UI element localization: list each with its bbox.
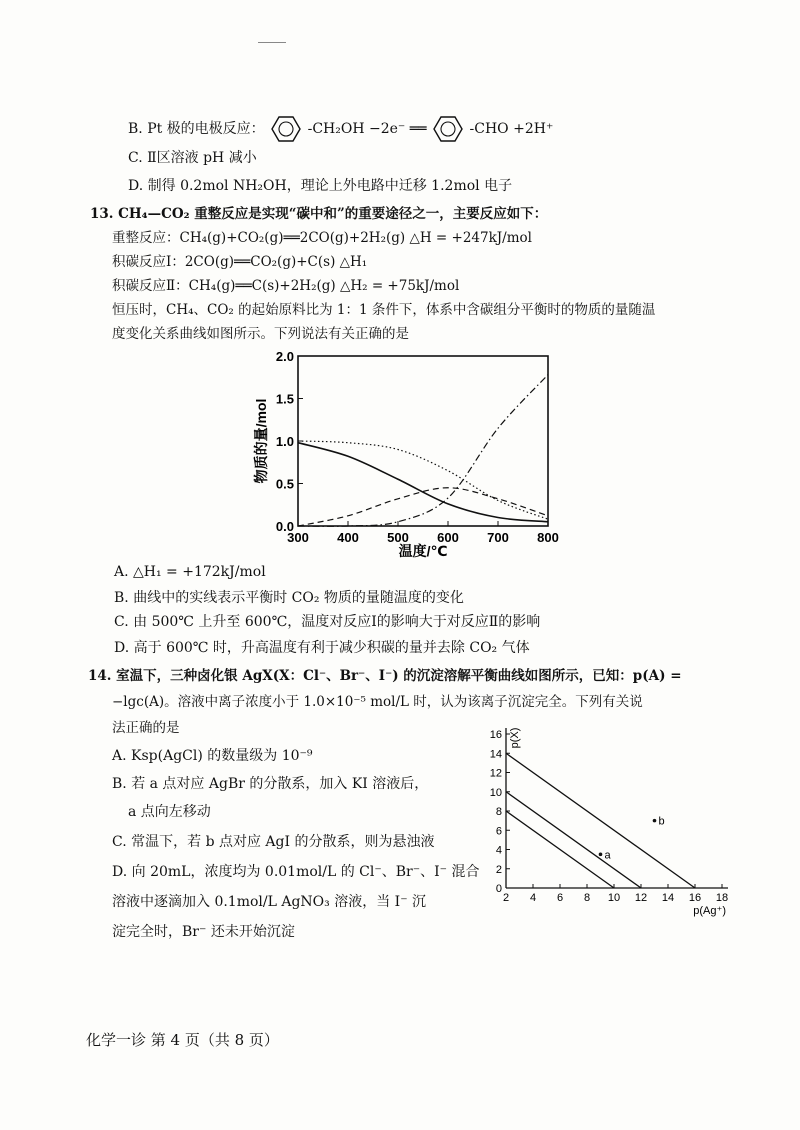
- y-tick-label: 1.0: [275, 434, 294, 449]
- y-tick-label: 8: [495, 806, 502, 818]
- solubility-chart: [470, 722, 740, 922]
- series-line-dashed: [298, 488, 548, 526]
- q14-option-b-2: a 点向左移动: [128, 804, 211, 820]
- plot-frame: [298, 356, 548, 526]
- q13-option-d: D. 高于 600℃ 时，升高温度有利于减少积碳的量并去除 CO₂ 气体: [114, 640, 530, 656]
- x-tick-label: 8: [583, 892, 591, 904]
- x-tick-label: 12: [634, 892, 648, 904]
- point-a: [599, 853, 603, 857]
- x-tick-label: 2: [502, 892, 510, 904]
- q14-stem-1: 14. 室温下，三种卤化银 AgX(X：Cl⁻、Br⁻、I⁻) 的沉淀溶解平衡曲线如图所示，已知：p(A) =: [88, 668, 682, 684]
- q14-option-c: C. 常温下，若 b 点对应 AgI 的分散系，则为悬浊液: [112, 834, 435, 850]
- series-line-line2: [506, 792, 641, 888]
- q14-option-a: A. Ksp(AgCl) 的数量级为 10⁻⁹: [112, 748, 313, 764]
- x-tick-label: 4: [529, 892, 537, 904]
- q12-option-b: B. Pt 极的电极反应： -CH₂OH −2e⁻ ══ -CHO +2H⁺: [128, 114, 553, 144]
- x-tick-label: 800: [537, 530, 559, 545]
- y-axis-label: 物质的量/mol: [253, 398, 269, 484]
- series-line-solid: [298, 443, 548, 522]
- x-axis-label: 温度/℃: [398, 543, 448, 559]
- y-tick-label: 4: [495, 844, 502, 857]
- x-tick-label: 6: [556, 892, 564, 904]
- page-footer: 化学一诊 第 4 页（共 8 页）: [86, 1031, 279, 1049]
- point-label-b: b: [658, 815, 665, 828]
- y-tick-label: 10: [489, 786, 502, 799]
- q13-option-b: B. 曲线中的实线表示平衡时 CO₂ 物质的量随温度的变化: [114, 590, 464, 606]
- x-tick-label: 500: [387, 530, 409, 545]
- point-label-a: a: [604, 849, 611, 862]
- x-tick-label: 400: [337, 530, 359, 545]
- y-tick-label: 1.5: [275, 391, 294, 407]
- x-tick-label: 16: [688, 892, 702, 904]
- q14-option-d-2: 溶液中逐滴加入 0.1mol/L AgNO₃ 溶液，当 I⁻ 沉: [112, 894, 427, 910]
- benzene-ring-icon: [431, 114, 465, 144]
- q13-reaction-reforming: 重整反应：CH₄(g)+CO₂(g)══2CO(g)+2H₂(g) △H = +247kJ/mol: [112, 230, 532, 246]
- y-tick-label: 0.0: [275, 519, 294, 534]
- y-tick-label: 0: [495, 883, 502, 895]
- q13-stem: 13. CH₄—CO₂ 重整反应是实现“碳中和”的重要途径之一，主要反应如下：: [90, 206, 548, 222]
- point-b: [653, 819, 657, 823]
- x-tick-label: 300: [287, 530, 309, 545]
- y-tick-label: 12: [489, 767, 502, 780]
- series-line-line1: [506, 753, 695, 888]
- y-tick-label: 14: [489, 748, 502, 761]
- q14-option-b-1: B. 若 a 点对应 AgBr 的分散系，加入 KI 溶液后，: [112, 776, 429, 792]
- q14-stem-2: −lgc(A)。溶液中离子浓度小于 1.0×10⁻⁵ mol/L 时，认为该离子沉淀完全。下列有关说: [112, 694, 643, 710]
- x-axis-label: p(Ag⁺): [693, 905, 726, 917]
- y-tick-label: 16: [489, 729, 502, 741]
- x-tick-label: 700: [487, 530, 509, 545]
- q13-description-2: 度变化关系曲线如图所示。下列说法有关正确的是: [112, 326, 409, 342]
- q13-option-a: A. △H₁ = +172kJ/mol: [114, 564, 266, 580]
- y-axis-label: p(X): [509, 727, 521, 749]
- y-tick-label: 0.5: [275, 476, 294, 492]
- x-tick-label: 14: [661, 892, 675, 904]
- y-tick-label: 6: [495, 825, 502, 838]
- q13-description-1: 恒压时，CH₄、CO₂ 的起始原料比为 1：1 条件下，体系中含碳组分平衡时的物质的量随温: [112, 302, 656, 318]
- q14-option-d-1: D. 向 20mL，浓度均为 0.01mol/L 的 Cl⁻、Br⁻、I⁻ 混合: [112, 864, 480, 880]
- y-tick-label: 2.0: [275, 349, 294, 364]
- q14-stem-3: 法正确的是: [112, 720, 180, 736]
- q14-option-d-3: 淀完全时，Br⁻ 还未开始沉淀: [112, 924, 295, 940]
- q13-reaction-carbon-2: 积碳反应Ⅱ：CH₄(g)══C(s)+2H₂(g) △H₂ = +75kJ/mol: [112, 278, 460, 294]
- q13-option-c: C. 由 500℃ 上升至 600℃，温度对反应Ⅰ的影响大于对反应Ⅱ的影响: [114, 614, 541, 630]
- benzene-ring-icon: [269, 114, 303, 144]
- y-tick-label: 2: [495, 863, 502, 876]
- q12-option-d: D. 制得 0.2mol NH₂OH，理论上外电路中迁移 1.2mol 电子: [128, 178, 513, 194]
- x-tick-label: 18: [715, 892, 729, 904]
- q12-option-c: C. Ⅱ区溶液 pH 减小: [128, 150, 257, 166]
- series-line-dash-dot: [298, 375, 548, 527]
- temperature-chart: [244, 342, 574, 560]
- x-tick-label: 10: [607, 892, 621, 904]
- scan-mark: [258, 42, 286, 43]
- x-tick-label: 600: [437, 530, 459, 545]
- q13-reaction-carbon-1: 积碳反应Ⅰ：2CO(g)══CO₂(g)+C(s) △H₁: [112, 254, 368, 270]
- series-line-line3: [506, 811, 614, 888]
